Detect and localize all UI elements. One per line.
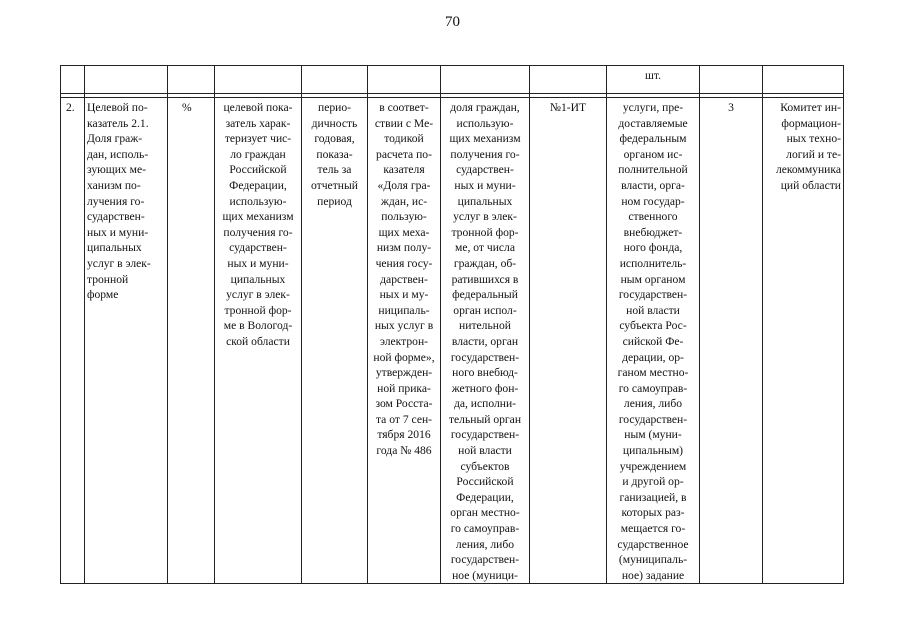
row-number: 2. [61, 98, 85, 584]
header-cell-indicator [441, 66, 530, 94]
header-cell-definition [215, 66, 302, 94]
header-cell-number [61, 66, 85, 94]
header-cell-responsible [763, 66, 844, 94]
periodicity-cell: перио- дичность годовая, показа- тель за отчетный период [302, 98, 368, 584]
responsible-cell: Комитет ин- формацион- ных техно- логий и те- лекоммуника ций области [763, 98, 844, 584]
header-cell-name [85, 66, 168, 94]
form-cell: №1-ИТ [530, 98, 607, 584]
observation-unit-cell: услуги, пре- доставляемые федеральным органом ис- полнительной власти, орга- ном государ- ственного внебюджет- ного фонда, исполнитель- ным органом государствен- ной власти субъекта Рос- сийской Фе- дерации, ор- ганом местно- го самоуправ- ления, либо государствен- ным (муни- ципальным) учреждением и другой ор- ганизацией, в которых раз- мещается го- сударственное (муниципаль- ное) задание [607, 98, 700, 584]
header-cell-periodicity [302, 66, 368, 94]
code-cell: 3 [700, 98, 763, 584]
indicator-name-cell: Целевой по- казатель 2.1. Доля граж- дан, исполь- зующих ме- ханизм по- лучения го- сударствен- ных и муни- ципальных услуг в элек- тронной форме [85, 98, 168, 584]
table-row [61, 98, 844, 584]
indicator-table [60, 65, 844, 584]
table-header-row [61, 66, 844, 94]
header-cell-form [530, 66, 607, 94]
header-cell-observation-unit: шт. [607, 66, 700, 94]
header-cell-code [700, 66, 763, 94]
definition-cell: целевой пока- затель харак- теризует чис- ло граждан Российской Федерации, использую- щих механизм получения го- сударствен- ных и муни- ципальных услуг в элек- тронной фор- ме в Вологод- ской области [215, 98, 302, 584]
header-cell-method [368, 66, 441, 94]
page-number: 70 [445, 14, 460, 30]
indicator-description-cell: доля граждан, использую- щих механизм получения го- сударствен- ных и муни- ципальных услуг в элек- тронной фор- ме, от числа граждан, об- ратившихся в федеральный орган испол- нительной власти, орган государствен- ного внебюд- жетного фон- да, исполни- тельный орган государствен- ной власти субъектов Российской Федерации, орган местно- го самоуправ- ления, либо государствен- ное (муници- [441, 98, 530, 584]
method-cell: в соответ- ствии с Ме- тодикой расчета по- казателя «Доля гра- ждан, ис- пользую- щих меха- низм полу- чения госу- дарствен- ных и му- ниципаль- ных услуг в электрон- ной форме», утвержден- ной прика- зом Росста- та от 7 сен- тября 2016 года № 486 [368, 98, 441, 584]
header-cell-unit [168, 66, 215, 94]
unit-cell: % [168, 98, 215, 584]
